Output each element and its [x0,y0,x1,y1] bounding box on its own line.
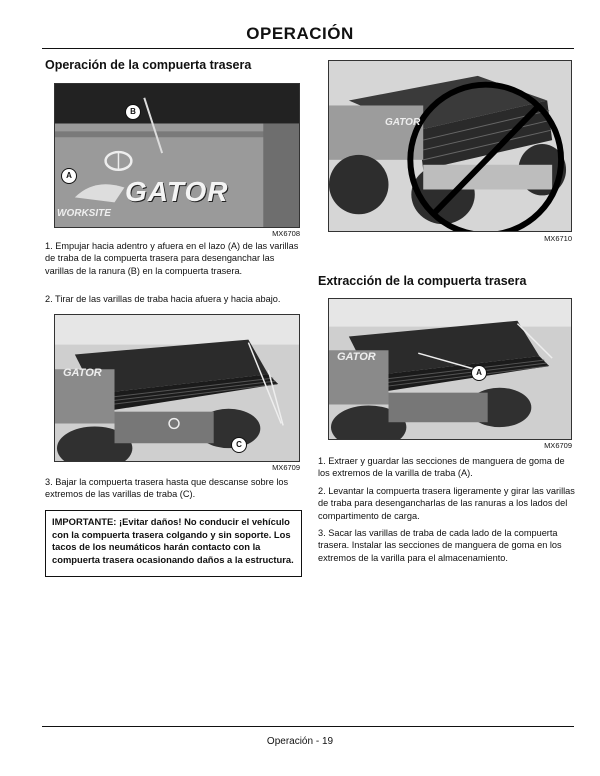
figure-tailgate-lowered-illustration [55,315,299,461]
brand-logo-gator-3: GATOR [385,117,421,128]
left-step-1: 1. Empujar hacia adentro y afuera en el lazo (A) de las varillas de traba de la compuerta trasera para desenganchar las varillas de la ranura (B) en la compuerta trasera. [45,241,299,276]
callout-c: C [231,437,247,453]
right-step-3: 3. Sacar las varillas de traba de cada lado de la compuerta trasera. Instalar las secciones de manguera de goma en los extremos de la varilla para el almacenamiento. [318,528,562,563]
brand-logo-gator: GATOR [125,176,229,207]
header-rule [42,48,574,49]
left-step-2: 2. Tirar de las varillas de traba hacia afuera y hacia abajo. [45,294,281,304]
figure-do-not-drive-tailgate-down [328,60,572,232]
important-warning-box: IMPORTANTE: ¡Evitar daños! No conducir el vehículo con la compuerta trasera colgando y sin soporte. Los tacos de los neumáticos harán contacto con la compuerta trasera ocasionando daños a la estructura. [45,510,302,577]
callout-b: B [125,104,141,120]
callout-a: A [61,168,77,184]
brand-logo-gator-2: GATOR [63,367,102,379]
figure-code-mx6709-left: MX6709 [272,463,300,472]
footer-rule [42,726,574,727]
section-title-operation: Operación de la compuerta trasera [45,58,252,72]
page-number-footer: Operación - 19 [266,736,334,747]
figure-tailgate-removal [328,298,572,440]
figure-tailgate-lowered [54,314,300,462]
brand-logo-gator-4: GATOR [337,351,376,363]
left-step-3: 3. Bajar la compuerta trasera hasta que descanse sobre los extremos de las varillas de traba (C). [45,477,289,500]
figure-code-mx6710: MX6710 [544,234,572,243]
right-step-1: 1. Extraer y guardar las secciones de manguera de goma de los extremos de la varilla de traba (A). [318,456,565,479]
right-step-2: 2. Levantar la compuerta trasera ligeramente y girar las varillas de traba para desengancharlas de las ranuras a los lados del compartimento de carga. [318,486,575,521]
callout-a-removal: A [471,365,487,381]
brand-logo-worksite: WORKSITE [57,208,111,219]
figure-code-mx6708: MX6708 [272,229,300,238]
figure-tailgate-removal-illustration [329,299,571,439]
figure-tailgate-latch [54,83,300,228]
section-title-removal: Extracción de la compuerta trasera [318,274,527,288]
page-title: OPERACIÓN [246,24,354,43]
figure-do-not-drive-illustration [329,61,571,231]
figure-code-mx6709-right: MX6709 [544,441,572,450]
